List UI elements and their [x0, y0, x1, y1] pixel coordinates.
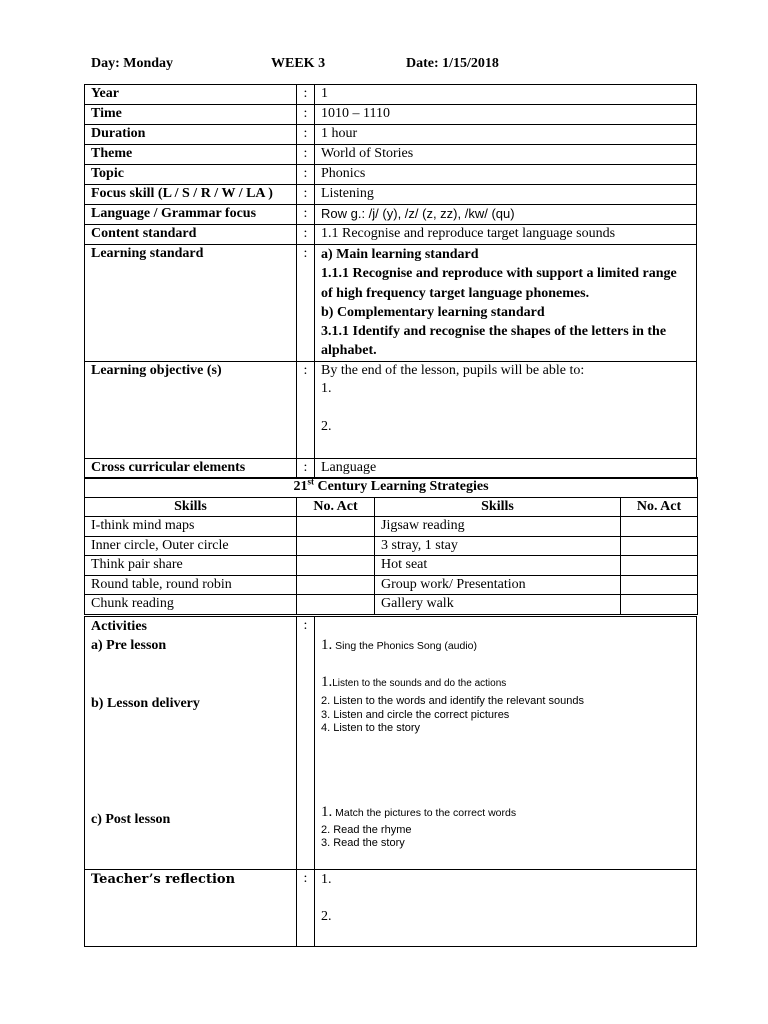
detail-colon: : [297, 85, 315, 105]
learning-objective-item: 2. [321, 418, 332, 434]
table-row [85, 575, 698, 595]
learning-standard-complementary-text: 3.1.1 Identify and recognise the shapes of the letters in the alphabet. [321, 324, 667, 359]
learning-objective-intro: By the end of the lesson, pupils will be able to: [321, 362, 585, 378]
detail-row-time [85, 105, 697, 125]
lesson-delivery-item: 4. Listen to the story [321, 722, 421, 734]
reflection-item: 2. [321, 909, 332, 924]
strategies-title [85, 478, 698, 498]
detail-label: Duration [85, 125, 297, 145]
detail-row-duration [85, 125, 697, 145]
column-header-skills: Skills [85, 497, 297, 517]
strategy-skill: Gallery walk [375, 595, 621, 615]
detail-label: Year [85, 85, 297, 105]
activities-label: Activities [91, 619, 147, 634]
detail-value: 1 hour [315, 125, 697, 145]
item-text: Match the pictures to the correct words [332, 807, 517, 819]
detail-label: Focus skill (L / S / R / W / LA ) [85, 185, 297, 205]
strategy-no-act [297, 575, 375, 595]
strategy-no-act [621, 595, 698, 615]
detail-value: Listening [315, 185, 697, 205]
strategy-no-act [297, 517, 375, 537]
strategies-title-text: Century Learning Strategies [313, 479, 489, 494]
column-header-skills: Skills [375, 497, 621, 517]
item-number: 1. [321, 804, 333, 820]
lesson-delivery-item: 3. Listen and circle the correct pictures [321, 709, 510, 721]
detail-row-content-standard [85, 225, 697, 245]
strategy-skill: I-think mind maps [85, 517, 297, 537]
detail-colon: : [297, 458, 315, 478]
table-row [85, 595, 698, 615]
learning-standard-main-text: 1.1.1 Recognise and reproduce with support a limited range of high frequency target language phonemes. [321, 266, 677, 301]
activities-labels [85, 617, 297, 870]
strategy-skill: Jigsaw reading [375, 517, 621, 537]
strategy-skill: Round table, round robin [85, 575, 297, 595]
strategy-skill: Think pair share [85, 556, 297, 576]
table-row [85, 517, 698, 537]
detail-label: Content standard [85, 225, 297, 245]
learning-standard-complementary-heading: b) Complementary learning standard [321, 304, 545, 320]
detail-value: 1 [315, 85, 697, 105]
strategy-no-act [621, 517, 698, 537]
detail-colon: : [297, 361, 315, 458]
post-lesson-item: 3. Read the story [321, 837, 405, 849]
detail-label: Time [85, 105, 297, 125]
reflection-item: 1. [321, 872, 332, 887]
lesson-details-table [84, 84, 697, 479]
strategy-skill: 3 stray, 1 stay [375, 536, 621, 556]
detail-row-learning-objective [85, 361, 697, 458]
detail-colon: : [297, 165, 315, 185]
pre-lesson-item [321, 637, 477, 654]
post-lesson-item: 2. Read the rhyme [321, 824, 412, 836]
column-header-no-act: No. Act [621, 497, 698, 517]
header-day: Day: Monday [91, 56, 174, 71]
item-text: Sing the Phonics Song (audio) [332, 640, 478, 652]
post-lesson-label: c) Post lesson [91, 812, 171, 827]
strategies-header-row [85, 497, 698, 517]
learning-standard-content [315, 245, 697, 362]
learning-standard-label: Learning standard [85, 245, 297, 362]
detail-row-cross-curricular [85, 458, 697, 478]
item-number: 1. [321, 637, 333, 653]
table-row [85, 556, 698, 576]
detail-row-focus-skill [85, 185, 697, 205]
detail-value: Row g.: /j/ (y), /z/ (z, zz), /kw/ (qu) [315, 205, 697, 225]
table-row [85, 536, 698, 556]
detail-row-grammar-focus [85, 205, 697, 225]
strategy-no-act [297, 595, 375, 615]
column-header-no-act: No. Act [297, 497, 375, 517]
strategy-skill: Group work/ Presentation [375, 575, 621, 595]
strategy-no-act [621, 536, 698, 556]
header-date: Date: 1/15/2018 [406, 56, 499, 71]
detail-label: Language / Grammar focus [85, 205, 297, 225]
detail-colon: : [297, 245, 315, 362]
detail-row-year [85, 85, 697, 105]
lesson-delivery-item [321, 674, 506, 691]
activities-content [315, 617, 697, 870]
detail-label: Theme [85, 145, 297, 165]
detail-value: Phonics [315, 165, 697, 185]
strategy-no-act [621, 556, 698, 576]
lesson-delivery-item: 2. Listen to the words and identify the relevant sounds [321, 695, 584, 707]
detail-label: Topic [85, 165, 297, 185]
detail-value: 1.1 Recognise and reproduce target language sounds [315, 225, 697, 245]
cross-curricular-value: Language [315, 458, 697, 478]
strategies-title-number: 21 [293, 479, 308, 494]
learning-strategies-table [84, 477, 698, 615]
activities-colon: : [297, 617, 315, 870]
strategies-title-suffix: st [307, 476, 314, 487]
strategy-no-act [297, 536, 375, 556]
strategy-no-act [297, 556, 375, 576]
detail-colon: : [297, 185, 315, 205]
detail-row-learning-standard [85, 245, 697, 362]
strategy-skill: Chunk reading [85, 595, 297, 615]
detail-colon: : [297, 105, 315, 125]
reflection-label: Teacher’s reflection [85, 870, 297, 947]
pre-lesson-label: a) Pre lesson [91, 638, 167, 653]
learning-objective-content [315, 361, 697, 458]
detail-colon: : [297, 145, 315, 165]
strategies-title-row [85, 478, 698, 498]
detail-value: 1010 – 1110 [315, 105, 697, 125]
detail-row-topic [85, 165, 697, 185]
learning-standard-main-heading: a) Main learning standard [321, 247, 479, 262]
reflection-row [85, 870, 697, 947]
lesson-delivery-label: b) Lesson delivery [91, 696, 200, 711]
post-lesson-item [321, 804, 516, 821]
reflection-colon: : [297, 870, 315, 947]
strategy-skill: Inner circle, Outer circle [85, 536, 297, 556]
activities-row [85, 617, 697, 870]
header-week: WEEK 3 [271, 56, 326, 71]
learning-objective-item: 1. [321, 380, 332, 396]
detail-row-theme [85, 145, 697, 165]
item-number: 1. [321, 674, 333, 690]
detail-colon: : [297, 225, 315, 245]
detail-colon: : [297, 125, 315, 145]
strategy-no-act [621, 575, 698, 595]
learning-objective-label: Learning objective (s) [85, 361, 297, 458]
cross-curricular-label: Cross curricular elements [85, 458, 297, 478]
strategy-skill: Hot seat [375, 556, 621, 576]
activities-table [84, 616, 697, 947]
reflection-content [315, 870, 697, 947]
item-text: Listen to the sounds and do the actions [332, 678, 507, 689]
detail-value: World of Stories [315, 145, 697, 165]
detail-colon: : [297, 205, 315, 225]
